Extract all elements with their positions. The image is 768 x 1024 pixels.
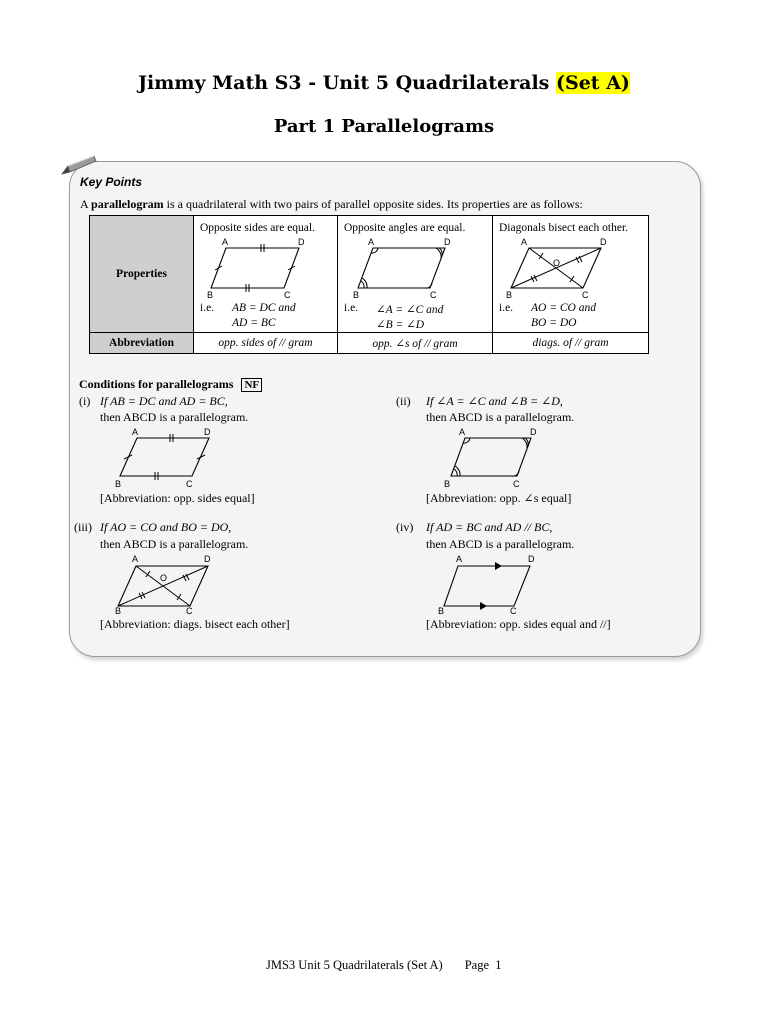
label-d: D — [444, 238, 451, 247]
condition-3-num: (iii) — [74, 520, 92, 534]
label-a: A — [456, 554, 463, 564]
condition-4-num: (iv) — [396, 520, 414, 534]
intro-term: parallelogram — [91, 197, 164, 211]
condition-1-figure — [112, 426, 222, 490]
property-line1: AO = CO and — [531, 302, 596, 314]
property-line2: BO = DO — [531, 317, 577, 329]
label-d: D — [298, 238, 305, 247]
label-c: C — [513, 479, 520, 489]
property-line1: AB = DC and — [232, 302, 296, 314]
label-d: D — [204, 554, 211, 564]
label-a: A — [368, 238, 375, 247]
condition-2-figure — [441, 426, 551, 490]
label-b: B — [115, 606, 122, 616]
label-b: B — [444, 479, 451, 489]
abbreviation-header: Abbreviation — [90, 333, 194, 354]
condition-2-line2: then ABCD is a parallelogram. — [426, 410, 575, 424]
section-title: Part 1 Parallelograms — [273, 116, 495, 137]
condition-1-num: (i) — [79, 394, 91, 408]
property-cell-diagonals — [493, 216, 649, 333]
label-o: O — [553, 258, 561, 268]
label-a: A — [222, 238, 229, 247]
parallelogram-diagonals-figure — [503, 238, 613, 298]
label-c: C — [284, 290, 291, 298]
property-cell-sides — [194, 216, 338, 333]
parallelogram-angles-figure — [348, 238, 458, 298]
footer-page-label: Page — [464, 958, 490, 972]
label-b: B — [353, 290, 360, 298]
abbr-diagonals: diags. of // gram — [493, 333, 649, 354]
label-c: C — [582, 290, 589, 298]
condition-4-abbr: [Abbreviation: opp. sides equal and //] — [426, 617, 611, 631]
properties-header: Properties — [90, 216, 194, 333]
condition-3-abbr: [Abbreviation: diags. bisect each other] — [100, 617, 290, 631]
label-d: D — [204, 427, 211, 437]
conditions-heading-text: Conditions for parallelograms — [79, 377, 234, 391]
property-line2: ∠B = ∠D — [376, 319, 425, 331]
abbr-angles: opp. ∠s of // gram — [338, 333, 493, 354]
footer-page-number: 1 — [495, 958, 502, 972]
footer-text: JMS3 Unit 5 Quadrilaterals (Set A) — [266, 958, 443, 972]
condition-3-line1: If AO = CO and BO = DO, — [100, 520, 232, 534]
ie-label: i.e. — [344, 302, 359, 314]
label-b: B — [506, 290, 513, 298]
condition-1-line1: If AB = DC and AD = BC, — [100, 394, 228, 408]
condition-4-line1: If AD = BC and AD // BC, — [426, 520, 553, 534]
condition-3-figure — [112, 552, 222, 616]
caption-sides: Opposite sides are equal. — [200, 222, 315, 234]
property-line1: ∠A = ∠C and — [376, 304, 444, 316]
condition-1-line2: then ABCD is a parallelogram. — [100, 410, 249, 424]
label-b: B — [438, 606, 445, 616]
condition-2-num: (ii) — [396, 394, 411, 408]
condition-2-line1: If ∠A = ∠C and ∠B = ∠D, — [426, 394, 563, 408]
label-d: D — [528, 554, 535, 564]
label-o: O — [160, 573, 168, 583]
intro-suffix: is a quadrilateral with two pairs of parallel opposite sides. Its properties are as follows: — [163, 197, 583, 211]
page-footer — [266, 958, 502, 973]
caption-diagonals: Diagonals bisect each other. — [499, 222, 629, 234]
label-b: B — [207, 290, 214, 298]
title-main: Jimmy Math S3 - Unit 5 Quadrilaterals — [138, 72, 556, 94]
abbreviation-row — [90, 333, 649, 354]
condition-3-line2: then ABCD is a parallelogram. — [100, 537, 249, 551]
label-c: C — [510, 606, 517, 616]
abbr-sides: opp. sides of // gram — [194, 333, 338, 354]
intro-prefix: A — [80, 197, 92, 211]
label-a: A — [521, 238, 528, 247]
title-highlight: (Set A) — [556, 72, 630, 94]
label-b: B — [115, 479, 122, 489]
condition-1-abbr: [Abbreviation: opp. sides equal] — [100, 491, 255, 505]
ie-label: i.e. — [499, 302, 514, 314]
label-c: C — [186, 479, 193, 489]
intro-text — [80, 197, 583, 212]
label-a: A — [132, 554, 139, 564]
ie-label: i.e. — [200, 302, 215, 314]
properties-table — [89, 215, 649, 354]
key-points-heading: Key Points — [80, 175, 143, 189]
label-d: D — [530, 427, 537, 437]
condition-4-figure — [436, 552, 546, 616]
property-line2: AD = BC — [232, 317, 276, 329]
caption-angles: Opposite angles are equal. — [344, 222, 466, 234]
page-title — [0, 72, 768, 94]
conditions-heading — [79, 377, 262, 392]
property-cell-angles — [338, 216, 493, 333]
label-a: A — [459, 427, 466, 437]
parallelogram-sides-figure — [204, 238, 314, 298]
label-a: A — [132, 427, 139, 437]
label-d: D — [600, 238, 607, 247]
label-c: C — [430, 290, 437, 298]
nf-badge: NF — [241, 378, 262, 392]
condition-4-line2: then ABCD is a parallelogram. — [426, 537, 575, 551]
condition-2-abbr: [Abbreviation: opp. ∠s equal] — [426, 491, 572, 505]
properties-row — [90, 216, 649, 333]
label-c: C — [186, 606, 193, 616]
